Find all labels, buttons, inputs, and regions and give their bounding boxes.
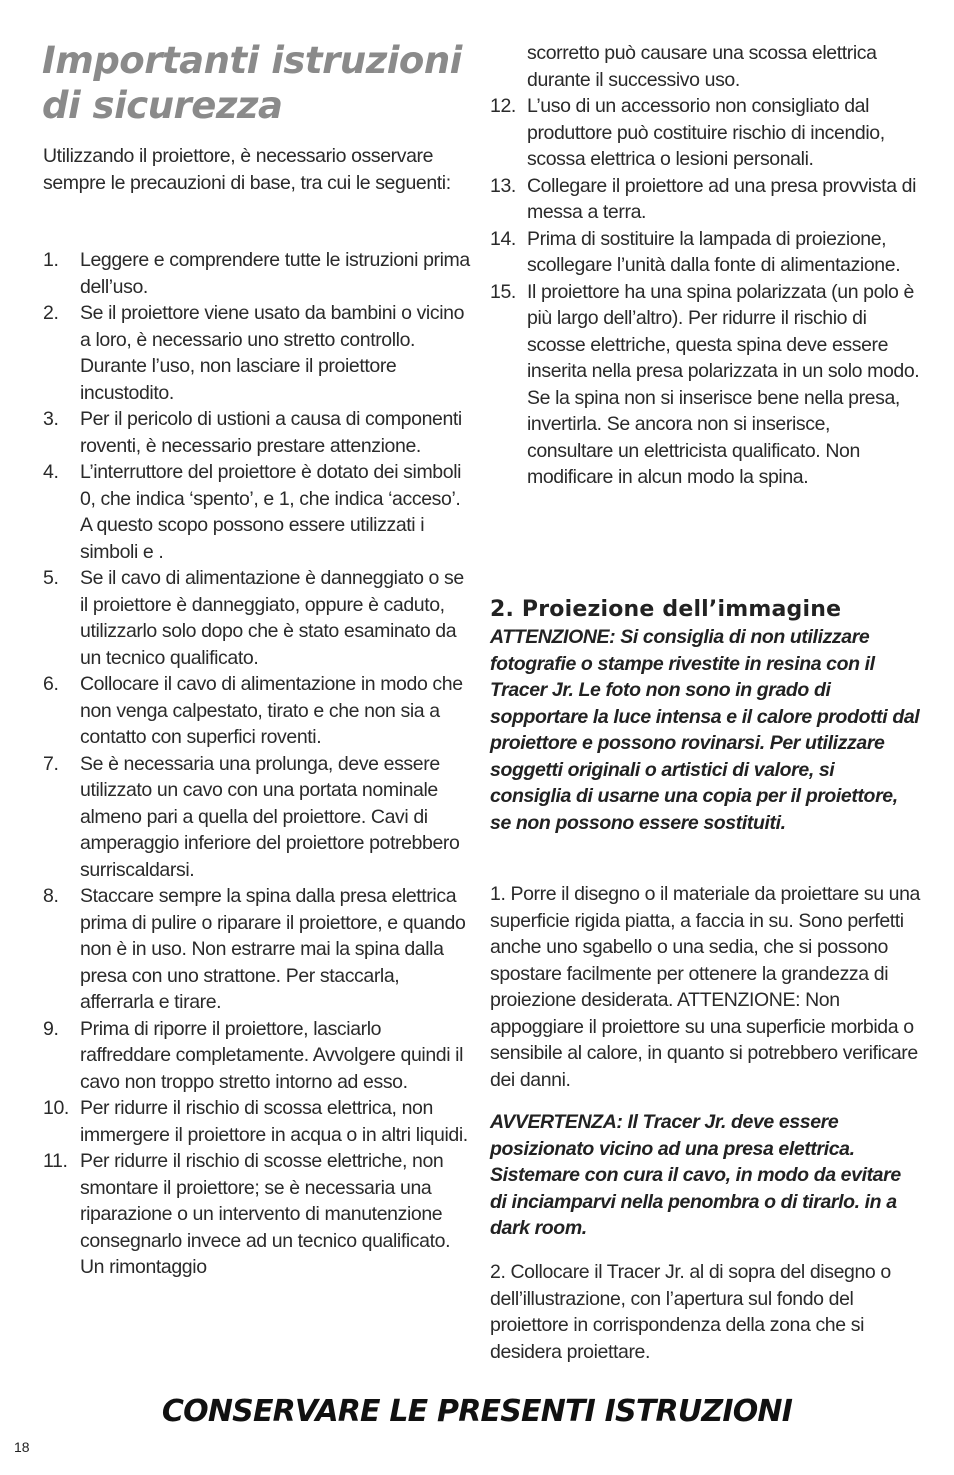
footer-title: CONSERVARE LE PRESENTI ISTRUZIONI — [161, 1394, 793, 1429]
item-number: 2. — [43, 302, 59, 324]
item-text: Prima di sostituire la lampada di proiezione, scollegare l’unità dalla fonte di alimentazione. — [527, 227, 901, 276]
item-number: 11. — [43, 1150, 68, 1172]
list-item — [43, 459, 473, 565]
item-text: Collocare il cavo di alimentazione in modo che non venga calpestato, tirato e che non sia a contatto con superfici roventi. — [80, 673, 463, 748]
item-text: Il proiettore ha una spina polarizzata (un polo è più largo dell’altro). Per ridurre il rischio di scosse elettriche, questa spina deve essere inserita nella presa polarizzata in un solo modo. Se la spina non si inserisce bene nella presa, invertirla. Se ancora non si inserisce, consultare un elettricista qualificato. Non modificare in alcun modo la spina. — [527, 280, 920, 488]
item-text: Per il pericolo di ustioni a causa di componenti roventi, è necessario prestare attenzione. — [80, 408, 462, 457]
item-text: Se è necessaria una prolunga, deve essere utilizzato un cavo con una portata nominale almeno pari a quella del proiettore. Cavi di amperaggio inferiore del proiettore potrebbero surriscaldarsi. — [80, 752, 460, 881]
item-number: 15. — [490, 280, 516, 303]
item-number: 13. — [490, 174, 516, 197]
intro-paragraph: Utilizzando il proiettore, è necessario osservare sempre le precauzioni di base, tra cui le seguenti: — [43, 145, 451, 194]
item-text: Per ridurre il rischio di scosse elettriche, non smontare il proiettore; se è necessaria una riparazione o un intervento di manutenzione consegnarlo invece ad un tecnico qualificato. Un rimontaggio — [80, 1150, 451, 1278]
list-item — [43, 1095, 473, 1148]
section-heading: 2. Proiezione dell’immagine — [490, 597, 842, 622]
list-item — [43, 883, 473, 1016]
item-number: 14. — [490, 227, 516, 250]
item-number: 10. — [43, 1097, 69, 1119]
item-text: L’uso di un accessorio non consigliato dal produttore può costituire rischio di incendio, scossa elettrica o lesioni personali. — [527, 95, 885, 170]
item-text: Leggere e comprendere tutte le istruzioni prima dell’uso. — [80, 249, 470, 298]
item-number: 5. — [43, 567, 59, 589]
item-number: 6. — [43, 673, 59, 695]
page-number: 18 — [14, 1439, 30, 1455]
item-text: Se il proiettore viene usato da bambini o vicino a loro, è necessario uno stretto controllo. Durante l’uso, non lasciare il proiettore incustodito. — [80, 302, 465, 404]
item-text: Se il cavo di alimentazione è danneggiato o se il proiettore è danneggiato, oppure è caduto, utilizzarlo solo dopo che è stato esaminato da un tecnico qualificato. — [80, 567, 464, 669]
item-number: 4. — [43, 461, 59, 483]
step-1-paragraph: 1. Porre il disegno o il materiale da proiettare su una superficie rigida piatta, a faccia in su. Sono perfetti anche uno sgabello o una sedia, che si possono spostare facilmente per ottenere la grandezza di proiezione desiderata. ATTENZIONE: Non appoggiare il proiettore su una superficie morbida o sensibile al calore, in quanto si potrebbero verificare dei danni. — [490, 883, 921, 1091]
title-line-2: di sicurezza — [42, 84, 283, 127]
item-text: Collegare il proiettore ad una presa provvista di messa a terra. — [527, 174, 917, 223]
list-item — [43, 1148, 473, 1281]
item-text: Prima di riporre il proiettore, lasciarlo raffreddare completamente. Avvolgere quindi il cavo non troppo stretto intorno ad esso. — [80, 1017, 464, 1093]
item-number: 3. — [43, 408, 59, 430]
item-11-continuation: scorretto può causare una scossa elettrica durante il successivo uso. — [527, 42, 877, 91]
step-2-paragraph: 2. Collocare il Tracer Jr. al di sopra del disegno o dell’illustrazione, con l’apertura sul fondo del proiettore in corrispondenza della zona che si desidera proiettare. — [490, 1261, 891, 1363]
item-text: L’interruttore del proiettore è dotato dei simboli 0, che indica ‘spento’, e 1, che indica ‘acceso’. A questo scopo possono essere utilizzati i simboli e . — [80, 461, 462, 563]
page-title — [42, 38, 472, 128]
list-item — [43, 247, 473, 300]
list-item — [43, 565, 473, 671]
safety-list-left — [43, 247, 473, 1281]
item-number: 1. — [43, 249, 59, 271]
list-item — [43, 671, 473, 751]
list-item — [490, 226, 920, 279]
attention-note: ATTENZIONE: Si consiglia di non utilizzare fotografie o stampe rivestite in resina con il Tracer Jr. Le foto non sono in grado di sopportare la luce intensa e il calore prodotti dal proiettore e possono rovinarsi. Per utilizzare soggetti originali o artistici di valore, si consiglia di usarne una copia per il proiettore, se non possono essere sostituiti. — [490, 626, 920, 834]
item-number: 8. — [43, 885, 59, 907]
list-item — [490, 173, 920, 226]
title-line-1: Importanti istruzioni — [42, 39, 462, 82]
list-item — [43, 1016, 473, 1096]
safety-list-right — [490, 93, 920, 491]
item-number: 7. — [43, 752, 59, 775]
item-text: Per ridurre il rischio di scossa elettrica, non immergere il proiettore in acqua o in altri liquidi. — [80, 1097, 468, 1146]
list-item — [43, 751, 473, 884]
list-item — [490, 93, 920, 173]
item-number: 9. — [43, 1017, 59, 1040]
item-number: 12. — [490, 95, 516, 117]
list-item — [43, 406, 473, 459]
item-text: Staccare sempre la spina dalla presa elettrica prima di pulire o riparare il proiettore, e quando non è in uso. Non estrarre mai la spina dalla presa con uno strattone. Per staccarla, afferrarla e tirare. — [80, 885, 466, 1013]
list-item — [43, 300, 473, 406]
warning-note: AVVERTENZA: Il Tracer Jr. deve essere posizionato vicino ad una presa elettrica. Sistemare con cura il cavo, in modo da evitare di inciamparvi nella penombra o di tirarlo. in a dark room. — [490, 1111, 901, 1239]
list-item — [490, 279, 920, 491]
